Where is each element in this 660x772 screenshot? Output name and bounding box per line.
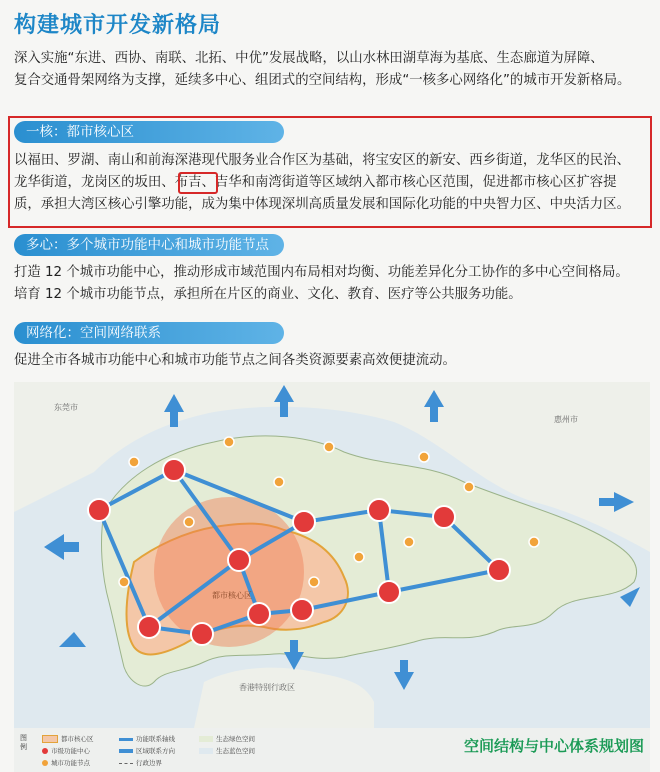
intro-paragraph: [14, 48, 650, 92]
centers-line-1: 打造 12 个城市功能中心，推动形成市域范围内布局相对均衡、功能差异化分工协作的多中心空间格局。: [14, 265, 629, 280]
core-line-3: 质，承担大湾区核心引擎功能，成为集中体现深圳高质量发展和国际化功能的中央智力区、中央活力区。: [14, 197, 630, 212]
centers-line-2: 培育 12 个城市功能节点，承担所在片区的商业、文化、教育、医疗等公共服务功能。: [14, 287, 522, 302]
section-pill-centers: 多心：多个城市功能中心和城市功能节点: [14, 234, 284, 256]
intro-line-2: 复合交通骨架网络为支撑，延续多中心、组团式的空间结构，形成“一核多心网络化”的城市开发新格局。: [14, 73, 631, 88]
core-paragraph: [14, 150, 650, 216]
page-title: 构建城市开发新格局: [14, 13, 222, 38]
network-line-1: 促进全市各城市功能中心和城市功能节点之间各类资源要素高效便捷流动。: [14, 353, 456, 368]
map-caption: 空间结构与中心体系规划图: [463, 737, 644, 755]
structure-map: [14, 382, 650, 728]
map-label-huizhou: 惠州市: [554, 415, 578, 424]
legend-item-blue: 生态蓝色空间: [199, 746, 255, 755]
map-label-hk: 香港特别行政区: [239, 683, 295, 692]
legend-item-core: 都市核心区: [42, 734, 94, 743]
section-pill-core: 一核：都市核心区: [14, 121, 284, 143]
legend-item-direction: 区域联系方向: [119, 746, 175, 755]
intro-line-1: 深入实施“东进、西协、南联、北拓、中优”发展战略，以山水林田湖草海为基底、生态廊道为屏障、: [14, 51, 604, 66]
highlight-buji: [178, 172, 218, 194]
legend-item-node: 城市功能节点: [42, 758, 90, 767]
legend-item-boundary: 行政边界: [119, 758, 162, 767]
network-paragraph: [14, 350, 650, 372]
section-pill-network: 网络化：空间网络联系: [14, 322, 284, 344]
map-label-core: 都市核心区: [212, 591, 252, 600]
core-line-2: 龙华街道，龙岗区的坂田、布吉、吉华和南湾街道等区域纳入都市核心区范围，促进都市核心区扩容提: [14, 175, 617, 190]
core-line-1: 以福田、罗湖、南山和前海深港现代服务业合作区为基础，将宝安区的新安、西乡街道，龙华区的民治、: [14, 153, 630, 168]
map-label-dongguan: 东莞市: [54, 403, 78, 412]
legend-title: 图例: [20, 734, 27, 751]
legend-item-axis: 功能联系轴线: [119, 734, 175, 743]
legend-item-green: 生态绿色空间: [199, 734, 255, 743]
centers-paragraph: [14, 262, 650, 306]
legend-item-center: 市级功能中心: [42, 746, 90, 755]
